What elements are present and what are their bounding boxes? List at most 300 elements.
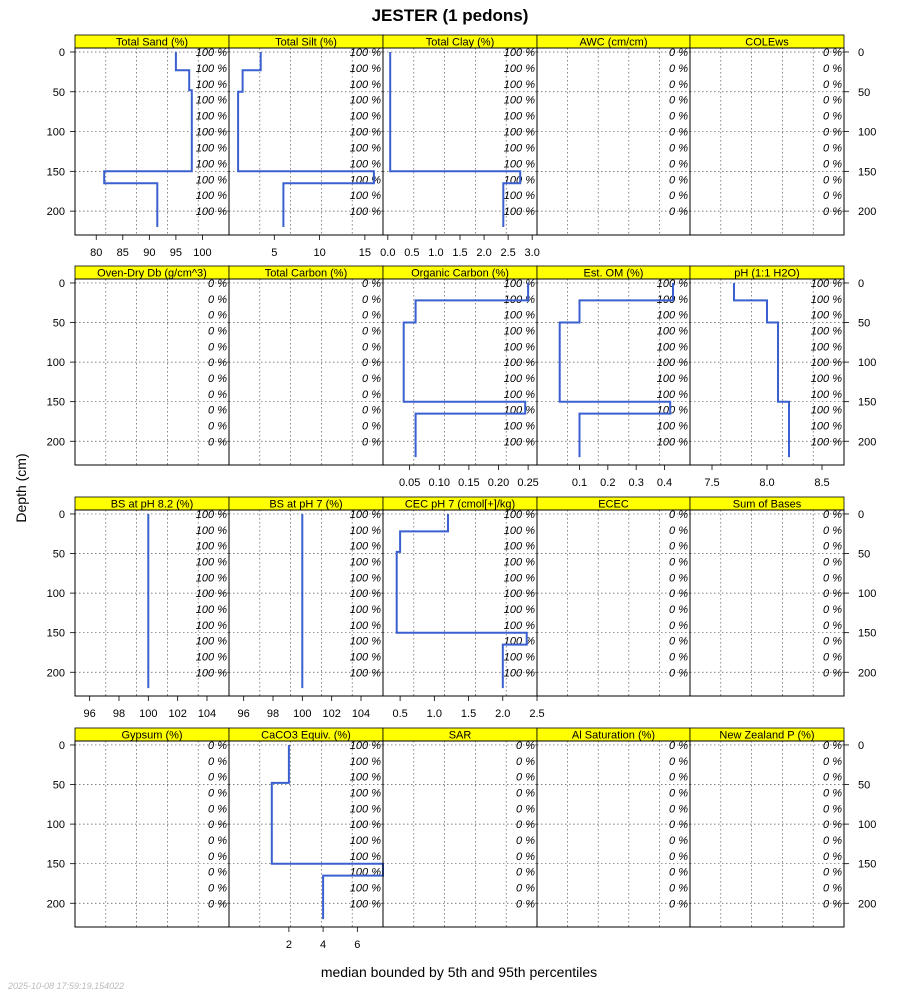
coverage-label: 0 % [208, 771, 227, 784]
coverage-label: 100 % [195, 588, 227, 601]
panel-title: Total Sand (%) [115, 36, 189, 49]
y-tick-label: 150 [858, 627, 877, 640]
y-tick-label: 50 [52, 86, 65, 99]
coverage-label: 0 % [208, 420, 227, 433]
panel [380, 35, 540, 259]
coverage-label: 0 % [669, 78, 688, 91]
coverage-label: 0 % [208, 372, 227, 385]
coverage-label: 0 % [823, 850, 842, 863]
coverage-label: 100 % [810, 436, 842, 449]
coverage-label: 0 % [208, 898, 227, 911]
y-tick-label: 150 [46, 166, 65, 179]
coverage-label: 100 % [195, 635, 227, 648]
coverage-label: 0 % [669, 158, 688, 171]
panel [537, 266, 690, 489]
coverage-label: 100 % [349, 572, 381, 585]
coverage-label: 0 % [823, 603, 842, 616]
coverage-label: 100 % [503, 556, 535, 569]
y-tick-label: 100 [858, 588, 877, 601]
coverage-label: 0 % [208, 436, 227, 449]
coverage-label: 0 % [362, 357, 381, 370]
panel-title: Total Clay (%) [425, 36, 495, 49]
panel-border [75, 741, 229, 927]
x-tick-label: 0.4 [656, 477, 673, 489]
coverage-label: 100 % [195, 110, 227, 123]
coverage-label: 0 % [823, 834, 842, 847]
coverage-label: 0 % [669, 190, 688, 203]
x-tick-label: 98 [266, 708, 280, 720]
coverage-label: 0 % [823, 126, 842, 139]
coverage-label: 0 % [669, 882, 688, 895]
coverage-label: 100 % [656, 404, 688, 417]
y-tick-label: 0 [858, 508, 865, 521]
coverage-label: 100 % [349, 755, 381, 768]
panel-title: AWC (cm/cm) [579, 36, 648, 49]
coverage-label: 100 % [349, 834, 381, 847]
coverage-label: 100 % [349, 866, 381, 879]
coverage-label: 0 % [362, 404, 381, 417]
coverage-label: 100 % [810, 404, 842, 417]
coverage-label: 0 % [516, 882, 535, 895]
coverage-label: 0 % [669, 142, 688, 155]
coverage-label: 100 % [810, 293, 842, 306]
coverage-label: 0 % [208, 755, 227, 768]
coverage-label: 100 % [349, 190, 381, 203]
y-tick-label: 0 [58, 277, 65, 290]
coverage-label: 0 % [208, 850, 227, 863]
coverage-label: 0 % [669, 771, 688, 784]
x-tick-label: 6 [354, 939, 361, 951]
coverage-label: 0 % [669, 572, 688, 585]
coverage-label: 100 % [195, 174, 227, 187]
coverage-label: 0 % [823, 651, 842, 664]
coverage-label: 0 % [823, 158, 842, 171]
coverage-label: 100 % [503, 540, 535, 553]
panel-border [383, 741, 537, 927]
coverage-label: 0 % [669, 588, 688, 601]
coverage-label: 100 % [503, 325, 535, 338]
x-tick-label: 1.0 [428, 247, 444, 259]
coverage-label: 100 % [503, 388, 535, 401]
coverage-label: 100 % [195, 619, 227, 632]
x-axis-label: median bounded by 5th and 95th percentiles [320, 964, 598, 980]
coverage-label: 100 % [195, 524, 227, 537]
coverage-label: 0 % [516, 739, 535, 752]
x-tick-label: 0.3 [628, 477, 644, 489]
coverage-label: 0 % [669, 174, 688, 187]
coverage-label: 0 % [669, 62, 688, 75]
coverage-label: 0 % [669, 46, 688, 59]
y-tick-label: 100 [858, 819, 877, 832]
coverage-label: 0 % [362, 341, 381, 354]
y-tick-label: 150 [858, 396, 877, 409]
coverage-label: 100 % [810, 277, 842, 290]
panel [383, 266, 539, 489]
y-tick-label: 50 [858, 779, 871, 792]
x-tick-label: 0.15 [458, 477, 480, 489]
coverage-label: 100 % [656, 372, 688, 385]
coverage-label: 100 % [349, 739, 381, 752]
y-tick-label: 100 [858, 126, 877, 139]
coverage-label: 100 % [195, 46, 227, 59]
coverage-label: 0 % [516, 866, 535, 879]
x-tick-label: 80 [90, 247, 103, 259]
y-tick-label: 100 [46, 588, 65, 601]
coverage-label: 100 % [810, 325, 842, 338]
panel [537, 728, 690, 927]
panel-title: pH (1:1 H2O) [734, 267, 800, 280]
coverage-label: 0 % [208, 882, 227, 895]
coverage-label: 0 % [362, 325, 381, 338]
panel-border [690, 741, 844, 927]
coverage-label: 0 % [823, 94, 842, 107]
coverage-label: 0 % [669, 508, 688, 521]
coverage-label: 100 % [349, 508, 381, 521]
coverage-label: 100 % [195, 572, 227, 585]
panel-title: BS at pH 7 (%) [269, 498, 343, 511]
coverage-label: 100 % [349, 819, 381, 832]
coverage-label: 0 % [669, 755, 688, 768]
coverage-label: 100 % [195, 206, 227, 219]
coverage-label: 100 % [656, 325, 688, 338]
median-profile-line [390, 52, 520, 227]
coverage-label: 100 % [195, 603, 227, 616]
coverage-label: 100 % [349, 142, 381, 155]
x-tick-label: 0.05 [398, 477, 421, 489]
coverage-label: 100 % [810, 341, 842, 354]
panel-title: CaCO3 Equiv. (%) [261, 729, 351, 742]
coverage-label: 0 % [208, 819, 227, 832]
x-tick-label: 96 [83, 708, 96, 720]
coverage-label: 0 % [516, 803, 535, 816]
x-tick-label: 2 [285, 939, 292, 951]
coverage-label: 0 % [823, 524, 842, 537]
coverage-label: 0 % [669, 126, 688, 139]
y-tick-label: 50 [858, 86, 871, 99]
panel [537, 497, 690, 696]
coverage-label: 100 % [503, 651, 535, 664]
coverage-label: 100 % [503, 508, 535, 521]
coverage-label: 100 % [503, 436, 535, 449]
coverage-label: 100 % [503, 174, 535, 187]
coverage-label: 100 % [349, 882, 381, 895]
coverage-label: 100 % [349, 603, 381, 616]
coverage-label: 100 % [503, 420, 535, 433]
coverage-label: 0 % [669, 110, 688, 123]
x-tick-label: 2.0 [495, 708, 511, 720]
coverage-label: 100 % [810, 372, 842, 385]
coverage-label: 0 % [208, 404, 227, 417]
coverage-label: 100 % [503, 667, 535, 680]
coverage-label: 0 % [823, 46, 842, 59]
coverage-label: 100 % [656, 357, 688, 370]
panel-grid [47, 35, 877, 951]
coverage-label: 0 % [669, 667, 688, 680]
panel-title: CEC pH 7 (cmol[+]/kg) [404, 498, 516, 511]
x-tick-label: 100 [139, 708, 158, 720]
coverage-label: 100 % [195, 126, 227, 139]
x-tick-label: 98 [112, 708, 126, 720]
x-tick-label: 4 [320, 939, 327, 951]
y-tick-label: 150 [858, 166, 877, 179]
coverage-label: 0 % [208, 341, 227, 354]
panel-title: New Zealand P (%) [719, 729, 815, 742]
panel-title: Al Saturation (%) [571, 729, 656, 742]
coverage-label: 0 % [669, 603, 688, 616]
coverage-label: 0 % [823, 755, 842, 768]
coverage-label: 100 % [503, 309, 535, 322]
coverage-label: 0 % [669, 739, 688, 752]
coverage-label: 0 % [669, 540, 688, 553]
coverage-label: 0 % [669, 619, 688, 632]
coverage-label: 0 % [669, 803, 688, 816]
coverage-label: 0 % [823, 540, 842, 553]
coverage-label: 100 % [503, 142, 535, 155]
coverage-label: 0 % [823, 588, 842, 601]
y-axis-label: Depth (cm) [13, 453, 29, 523]
coverage-label: 100 % [349, 126, 381, 139]
coverage-label: 100 % [503, 46, 535, 59]
coverage-label: 0 % [823, 667, 842, 680]
coverage-label: 100 % [503, 190, 535, 203]
y-tick-label: 100 [858, 357, 877, 370]
x-tick-label: 102 [168, 708, 187, 720]
coverage-label: 0 % [669, 866, 688, 879]
x-tick-label: 96 [237, 708, 250, 720]
panel-title: Oven-Dry Db (g/cm^3) [97, 267, 207, 280]
coverage-label: 100 % [810, 357, 842, 370]
panel-border [537, 510, 690, 696]
panel-title: Est. OM (%) [583, 267, 644, 280]
coverage-label: 100 % [195, 158, 227, 171]
coverage-label: 100 % [656, 388, 688, 401]
coverage-label: 100 % [349, 898, 381, 911]
coverage-label: 0 % [669, 850, 688, 863]
panel [229, 497, 383, 720]
x-tick-label: 8.0 [759, 477, 775, 489]
coverage-label: 0 % [208, 388, 227, 401]
x-tick-label: 1.0 [426, 708, 442, 720]
x-tick-label: 0.25 [517, 477, 539, 489]
coverage-label: 100 % [195, 190, 227, 203]
coverage-label: 100 % [503, 341, 535, 354]
median-profile-line [734, 283, 789, 457]
coverage-label: 100 % [349, 158, 381, 171]
coverage-label: 0 % [823, 556, 842, 569]
coverage-label: 100 % [349, 667, 381, 680]
x-tick-label: 2.5 [500, 247, 516, 259]
panel-title: COLEws [745, 36, 789, 49]
panel [75, 35, 229, 259]
coverage-label: 0 % [823, 635, 842, 648]
panel [75, 728, 229, 927]
x-tick-label: 0.1 [571, 477, 588, 489]
coverage-label: 100 % [349, 524, 381, 537]
coverage-label: 0 % [669, 524, 688, 537]
coverage-label: 100 % [349, 46, 381, 59]
coverage-label: 100 % [349, 62, 381, 75]
coverage-label: 100 % [349, 619, 381, 632]
y-tick-label: 100 [46, 819, 65, 832]
coverage-label: 100 % [656, 436, 688, 449]
coverage-label: 0 % [669, 94, 688, 107]
coverage-label: 0 % [208, 357, 227, 370]
y-tick-label: 200 [858, 667, 877, 680]
y-tick-label: 50 [858, 317, 871, 330]
panel-border [537, 741, 690, 927]
y-tick-label: 100 [46, 357, 65, 370]
x-tick-label: 2.0 [476, 247, 492, 259]
coverage-label: 100 % [349, 174, 381, 187]
y-tick-label: 150 [46, 396, 65, 409]
coverage-label: 0 % [362, 436, 381, 449]
coverage-label: 100 % [503, 206, 535, 219]
coverage-label: 0 % [516, 771, 535, 784]
timestamp: 2025-10-08 17:59:19.154022 [8, 981, 125, 991]
coverage-label: 100 % [195, 651, 227, 664]
median-profile-line [104, 52, 192, 227]
coverage-label: 0 % [669, 635, 688, 648]
x-tick-label: 95 [169, 247, 183, 259]
coverage-label: 0 % [208, 803, 227, 816]
y-tick-label: 200 [46, 206, 65, 219]
coverage-label: 0 % [823, 142, 842, 155]
coverage-label: 100 % [349, 78, 381, 91]
x-tick-label: 85 [116, 247, 129, 259]
coverage-label: 0 % [208, 866, 227, 879]
coverage-label: 100 % [503, 357, 535, 370]
coverage-label: 100 % [810, 420, 842, 433]
coverage-label: 0 % [823, 619, 842, 632]
panel-title: BS at pH 8.2 (%) [110, 498, 194, 511]
coverage-label: 100 % [195, 78, 227, 91]
coverage-label: 0 % [362, 293, 381, 306]
coverage-label: 0 % [823, 882, 842, 895]
coverage-label: 100 % [503, 94, 535, 107]
y-tick-label: 0 [858, 46, 865, 59]
coverage-label: 100 % [349, 850, 381, 863]
y-tick-label: 150 [46, 627, 65, 640]
panel-border [690, 48, 844, 235]
coverage-label: 100 % [503, 524, 535, 537]
panel [537, 35, 690, 235]
y-tick-label: 200 [46, 436, 65, 449]
panel [383, 728, 537, 927]
coverage-label: 100 % [503, 78, 535, 91]
coverage-label: 0 % [669, 898, 688, 911]
y-tick-label: 150 [46, 858, 65, 871]
coverage-label: 100 % [349, 540, 381, 553]
panel-title: Total Silt (%) [275, 36, 337, 49]
panel [383, 497, 545, 720]
coverage-label: 100 % [349, 110, 381, 123]
y-tick-label: 0 [58, 739, 65, 752]
x-tick-label: 0.10 [428, 477, 450, 489]
x-tick-label: 100 [293, 708, 312, 720]
coverage-label: 0 % [823, 508, 842, 521]
coverage-label: 100 % [503, 293, 535, 306]
y-tick-label: 50 [52, 779, 65, 792]
y-tick-label: 0 [58, 46, 65, 59]
coverage-label: 0 % [516, 898, 535, 911]
coverage-label: 0 % [823, 803, 842, 816]
coverage-label: 0 % [516, 834, 535, 847]
coverage-label: 0 % [208, 325, 227, 338]
coverage-label: 100 % [349, 556, 381, 569]
coverage-label: 100 % [195, 556, 227, 569]
coverage-label: 100 % [656, 420, 688, 433]
coverage-label: 100 % [656, 309, 688, 322]
x-tick-label: 5 [271, 247, 278, 259]
coverage-label: 100 % [349, 651, 381, 664]
coverage-label: 0 % [823, 78, 842, 91]
coverage-label: 0 % [823, 787, 842, 800]
coverage-label: 0 % [823, 62, 842, 75]
coverage-label: 100 % [195, 508, 227, 521]
coverage-label: 0 % [208, 277, 227, 290]
x-tick-label: 0.0 [380, 247, 396, 259]
coverage-label: 100 % [195, 540, 227, 553]
panel-title: SAR [448, 729, 472, 742]
coverage-label: 0 % [208, 787, 227, 800]
coverage-label: 100 % [503, 372, 535, 385]
x-tick-label: 1.5 [452, 247, 468, 259]
coverage-label: 0 % [823, 898, 842, 911]
coverage-label: 0 % [669, 787, 688, 800]
coverage-label: 0 % [669, 556, 688, 569]
x-tick-label: 0.2 [600, 477, 616, 489]
x-tick-label: 15 [358, 247, 372, 259]
y-tick-label: 50 [858, 548, 871, 561]
coverage-label: 0 % [208, 293, 227, 306]
y-tick-label: 50 [52, 317, 65, 330]
coverage-label: 0 % [362, 420, 381, 433]
coverage-label: 0 % [669, 819, 688, 832]
x-tick-label: 90 [143, 247, 156, 259]
y-tick-label: 150 [858, 858, 877, 871]
coverage-label: 0 % [823, 206, 842, 219]
y-tick-label: 100 [46, 126, 65, 139]
y-tick-label: 0 [58, 508, 65, 521]
panel [229, 266, 383, 465]
coverage-label: 0 % [669, 834, 688, 847]
coverage-label: 0 % [823, 739, 842, 752]
y-tick-label: 0 [858, 277, 865, 290]
coverage-label: 0 % [669, 206, 688, 219]
coverage-label: 100 % [503, 588, 535, 601]
x-tick-label: 0.5 [404, 247, 420, 259]
coverage-label: 100 % [503, 158, 535, 171]
x-tick-label: 8.5 [814, 477, 830, 489]
coverage-label: 100 % [503, 572, 535, 585]
coverage-label: 0 % [823, 190, 842, 203]
coverage-label: 0 % [208, 309, 227, 322]
x-tick-label: 100 [193, 247, 212, 259]
y-tick-label: 0 [858, 739, 865, 752]
y-tick-label: 200 [46, 898, 65, 911]
coverage-label: 0 % [516, 850, 535, 863]
coverage-label: 100 % [195, 62, 227, 75]
x-tick-label: 102 [322, 708, 341, 720]
coverage-label: 100 % [349, 803, 381, 816]
coverage-label: 100 % [349, 787, 381, 800]
coverage-label: 0 % [516, 755, 535, 768]
coverage-label: 0 % [823, 572, 842, 585]
y-tick-label: 200 [858, 898, 877, 911]
panel-title: Sum of Bases [732, 498, 802, 511]
figure-title: JESTER (1 pedons) [371, 6, 529, 25]
coverage-label: 100 % [656, 277, 688, 290]
